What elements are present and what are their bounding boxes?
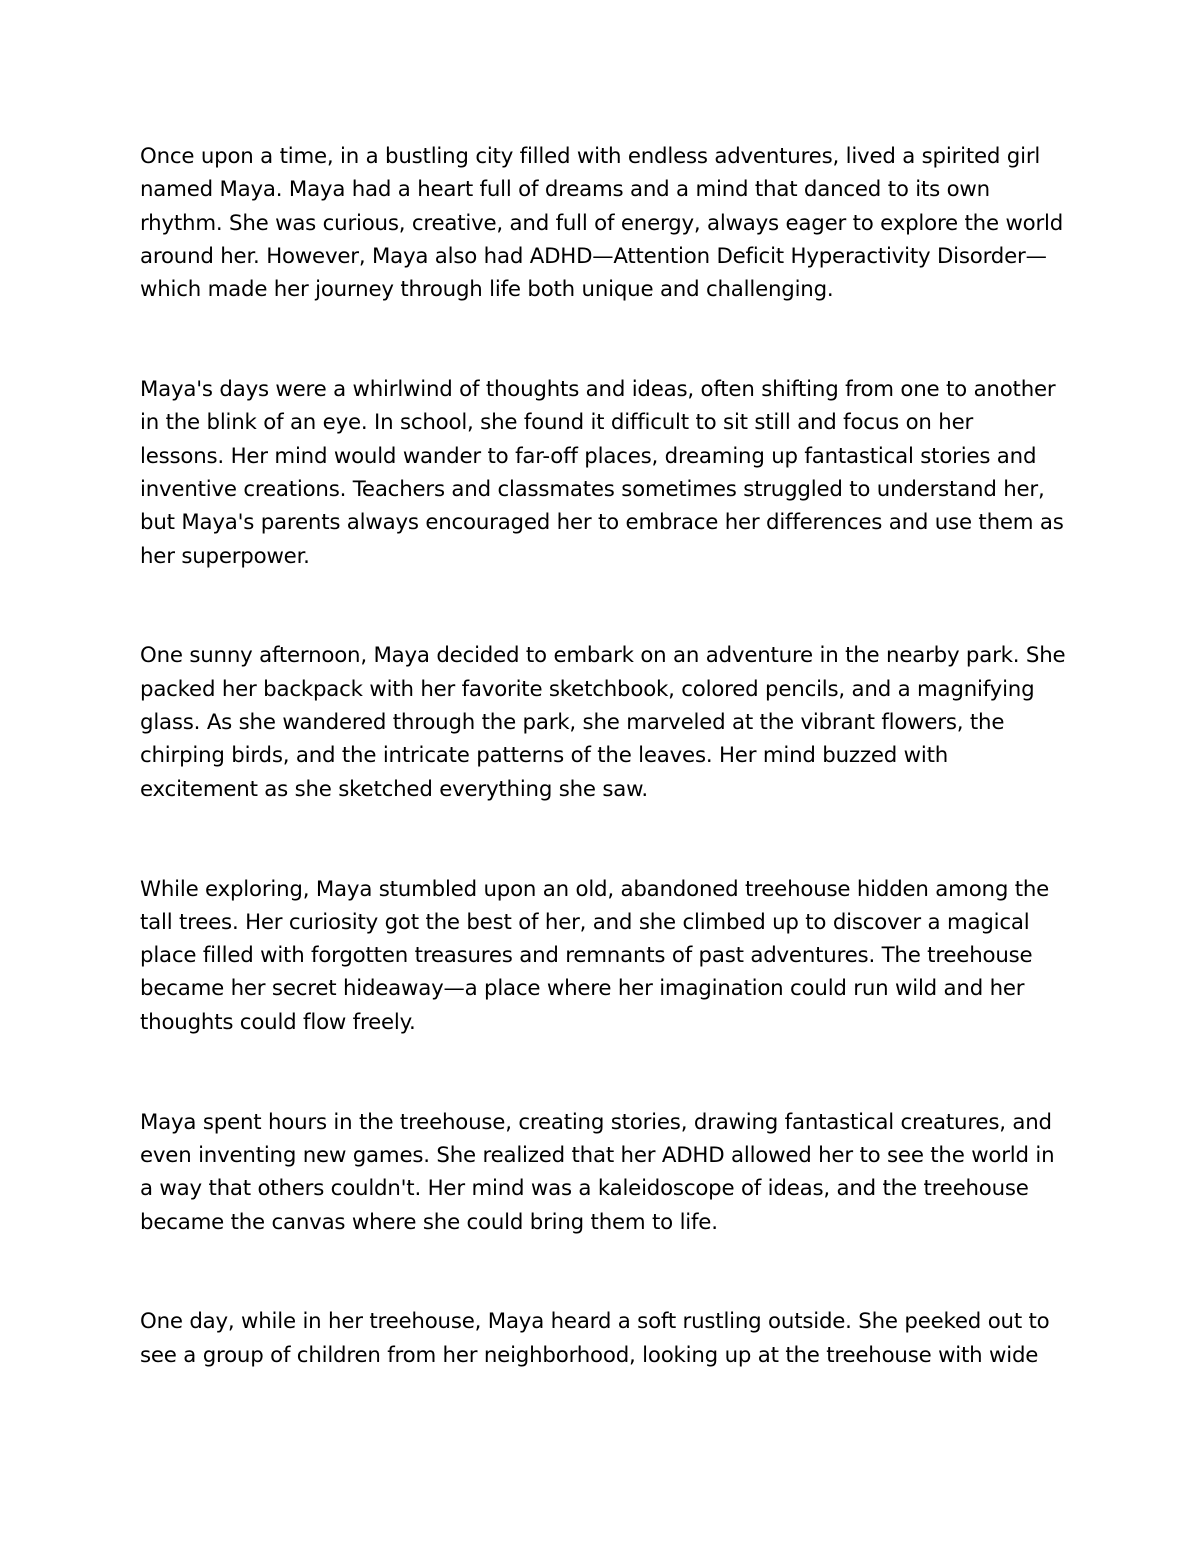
- text-line: see a group of children from her neighborhood, looking up at the treehouse with wide: [140, 1342, 1039, 1368]
- text-line: inventive creations. Teachers and classmates sometimes struggled to understand her,: [140, 476, 1045, 502]
- text-line: One day, while in her treehouse, Maya heard a soft rustling outside. She peeked out to: [140, 1309, 1050, 1335]
- paragraph-3: [140, 639, 1070, 805]
- text-line: became the canvas where she could bring them to life.: [140, 1209, 718, 1235]
- text-line: became her secret hideaway—a place where her imagination could run wild and her: [140, 976, 1025, 1002]
- text-line: thoughts could flow freely.: [140, 1009, 416, 1035]
- text-line: rhythm. She was curious, creative, and full of energy, always eager to explore the world: [140, 210, 1064, 236]
- text-line: named Maya. Maya had a heart full of dreams and a mind that danced to its own: [140, 177, 990, 203]
- text-line: a way that others couldn't. Her mind was a kaleidoscope of ideas, and the treehouse: [140, 1176, 1029, 1202]
- paragraph-2: [140, 373, 1070, 573]
- paragraph-1: [140, 140, 1070, 306]
- paragraph-6: [140, 1305, 1070, 1372]
- text-line: her superpower.: [140, 543, 310, 569]
- text-line: even inventing new games. She realized that her ADHD allowed her to see the world in: [140, 1142, 1055, 1168]
- text-line: glass. As she wandered through the park, she marveled at the vibrant flowers, the: [140, 710, 1005, 736]
- text-line: lessons. Her mind would wander to far-off places, dreaming up fantastical stories and: [140, 443, 1037, 469]
- text-line: packed her backpack with her favorite sketchbook, colored pencils, and a magnifying: [140, 676, 1035, 702]
- text-line: Maya's days were a whirlwind of thoughts and ideas, often shifting from one to another: [140, 377, 1056, 403]
- text-line: in the blink of an eye. In school, she found it difficult to sit still and focus on her: [140, 410, 974, 436]
- paragraph-4: [140, 873, 1070, 1039]
- text-line: One sunny afternoon, Maya decided to embark on an adventure in the nearby park. She: [140, 643, 1066, 669]
- paragraph-5: [140, 1106, 1070, 1239]
- text-line: Maya spent hours in the treehouse, creating stories, drawing fantastical creatures, and: [140, 1109, 1052, 1135]
- text-line: place filled with forgotten treasures and remnants of past adventures. The treehouse: [140, 943, 1033, 969]
- text-line: but Maya's parents always encouraged her to embrace her differences and use them as: [140, 510, 1064, 536]
- text-line: around her. However, Maya also had ADHD—Attention Deficit Hyperactivity Disorder—: [140, 243, 1047, 269]
- text-line: tall trees. Her curiosity got the best of her, and she climbed up to discover a magical: [140, 909, 1030, 935]
- text-line: which made her journey through life both unique and challenging.: [140, 277, 834, 303]
- document-body: [140, 140, 1070, 1439]
- text-line: chirping birds, and the intricate patterns of the leaves. Her mind buzzed with: [140, 743, 949, 769]
- text-line: While exploring, Maya stumbled upon an old, abandoned treehouse hidden among the: [140, 876, 1050, 902]
- text-line: excitement as she sketched everything she saw.: [140, 776, 648, 802]
- text-line: Once upon a time, in a bustling city filled with endless adventures, lived a spirited girl: [140, 144, 1041, 169]
